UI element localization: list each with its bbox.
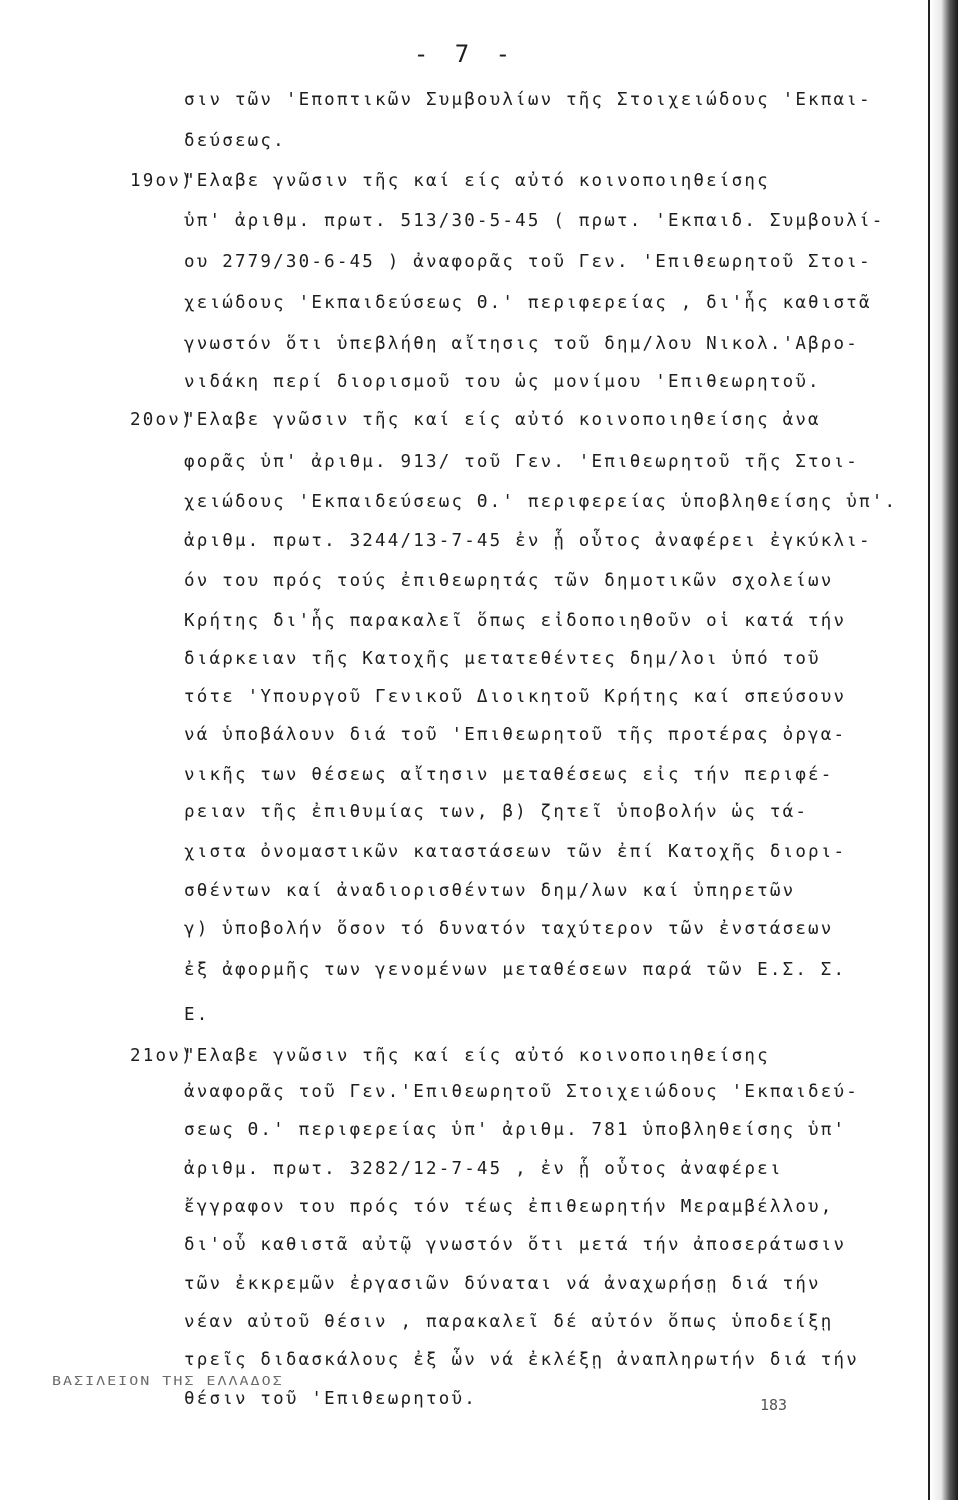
scan-edge-line [928, 0, 930, 1500]
text-line: φορᾶς ὑπ' ἀριθμ. 913/ τοῦ Γεν. 'Επιθεωρητοῦ τῆς Στοι- [184, 452, 860, 472]
text-line: ἔγγραφον του πρός τόν τέως ἐπιθεωρητήν Μεραμβέλλου, [184, 1197, 834, 1217]
section-21 [130, 1048, 770, 1066]
text-line: ἀναφορᾶς τοῦ Γεν.'Επιθεωρητοῦ Στοιχειώδους 'Εκπαιδεύ- [184, 1082, 860, 1102]
text-line: τότε 'Υπουργοῦ Γενικοῦ Διοικητοῦ Κρήτης καί σπεύσουν [184, 687, 847, 707]
section-20 [130, 412, 821, 430]
text-line: νά ὑποβάλουν διά τοῦ 'Επιθεωρητοῦ τῆς προτέρας ὀργα- [184, 725, 847, 745]
text-line: ὑπ' ἀριθμ. πρωτ. 513/30-5-45 ( πρωτ. 'Εκπαιδ. Συμβουλί- [184, 211, 885, 231]
text-line: σιν τῶν 'Εποπτικῶν Συμβουλίων τῆς Στοιχειώδους 'Εκπαι- [184, 90, 872, 110]
text-line: "Ελαβε γνῶσιν τῆς καί είς αὐτό κοινοποιηθείσης [184, 171, 770, 191]
text-line: "Ελαβε γνῶσιν τῆς καί είς αὐτό κοινοποιηθείσης [184, 1046, 770, 1066]
text-line: νέαν αὐτοῦ θέσιν , παρακαλεῖ δέ αὐτόν ὅπως ὑποδείξῃ [184, 1312, 834, 1332]
text-line: τῶν ἐκκρεμῶν ἐργασιῶν δύναται νά ἀναχωρήσῃ διά τήν [184, 1274, 821, 1294]
text-line: "Ελαβε γνῶσιν τῆς καί είς αὐτό κοινοποιηθείσης ἀνα [184, 410, 821, 430]
text-line: Κρήτης δι'ἧς παρακαλεῖ ὅπως εἰδοποιηθοῦν οἱ κατά τήν [184, 611, 847, 631]
text-line: νιδάκη περί διορισμοῦ του ὡς μονίμου 'Επιθεωρητοῦ. [184, 372, 821, 392]
text-line: ἐξ ἀφορμῆς των γενομένων μεταθέσεων παρά τῶν Ε.Σ. Σ. [184, 960, 847, 980]
text-line: χιστα ὀνομαστικῶν καταστάσεων τῶν ἐπί Κατοχῆς διορι- [184, 842, 847, 862]
text-line: σθέντων καί ἀναδιορισθέντων δημ/λων καί ὑπηρετῶν [184, 881, 796, 901]
text-line: σεως Θ.' περιφερείας ὑπ' ἀριθμ. 781 ὑποβληθείσης ὑπ' [184, 1120, 847, 1140]
text-line: όν του πρός τούς ἐπιθεωρητάς τῶν δημοτικῶν σχολείων [184, 571, 834, 591]
scan-edge-shadow [930, 0, 958, 1500]
text-line: χειώδους 'Εκπαιδεύσεως Θ.' περιφερείας , δι'ἧς καθιστᾶ [184, 293, 872, 313]
text-line: ρειαν τῆς ἐπιθυμίας των, β) ζητεῖ ὑποβολήν ὡς τά- [184, 802, 809, 822]
section-number: 21ον) [130, 1046, 194, 1066]
library-stamp: ΒΑΣΙΛΕΙΟΝ ΤΗΣ ΕΛΛΑΔΟΣ [52, 1373, 284, 1389]
text-line: δεύσεως. [184, 131, 286, 151]
text-line: γνωστόν ὅτι ὑπεβλήθη αἴτησις τοῦ δημ/λου Νικολ.'Αβρο- [184, 334, 860, 354]
text-line: χειώδους 'Εκπαιδεύσεως Θ.' περιφερείας ὑποβληθείσης ὑπ'. [184, 492, 898, 512]
section-19 [130, 173, 770, 191]
section-number: 20ον) [130, 410, 194, 430]
text-line: ἀριθμ. πρωτ. 3244/13-7-45 ἐν ᾗ οὗτος ἀναφέρει ἐγκύκλι- [184, 531, 872, 551]
text-line: διάρκειαν τῆς Κατοχῆς μετατεθέντες δημ/λοι ὑπό τοῦ [184, 649, 821, 669]
text-line: ἀριθμ. πρωτ. 3282/12-7-45 , ἐν ᾗ οὗτος ἀναφέρει [184, 1159, 783, 1179]
page-number: - 7 - [413, 40, 517, 68]
section-number: 19ον) [130, 171, 194, 191]
text-line: θέσιν τοῦ 'Επιθεωρητοῦ. [184, 1389, 477, 1409]
text-line: νικῆς των θέσεως αἴτησιν μεταθέσεως εἰς τήν περιφέ- [184, 765, 834, 785]
text-line: ου 2779/30-6-45 ) ἀναφορᾶς τοῦ Γεν. 'Επιθεωρητοῦ Στοι- [184, 252, 872, 272]
text-line: δι'οὗ καθιστᾶ αὐτῷ γνωστόν ὅτι μετά τήν ἀποσεράτωσιν [184, 1235, 847, 1255]
text-line: Ε. [184, 1005, 210, 1025]
text-line: γ) ὑποβολήν ὅσον τό δυνατόν ταχύτερον τῶν ἐνστάσεων [184, 919, 834, 939]
text-line: τρεῖς διδασκάλους ἐξ ὧν νά ἐκλέξῃ ἀναπληρωτήν διά τήν [184, 1350, 860, 1370]
stamp-reference-number: 183 [760, 1396, 788, 1414]
